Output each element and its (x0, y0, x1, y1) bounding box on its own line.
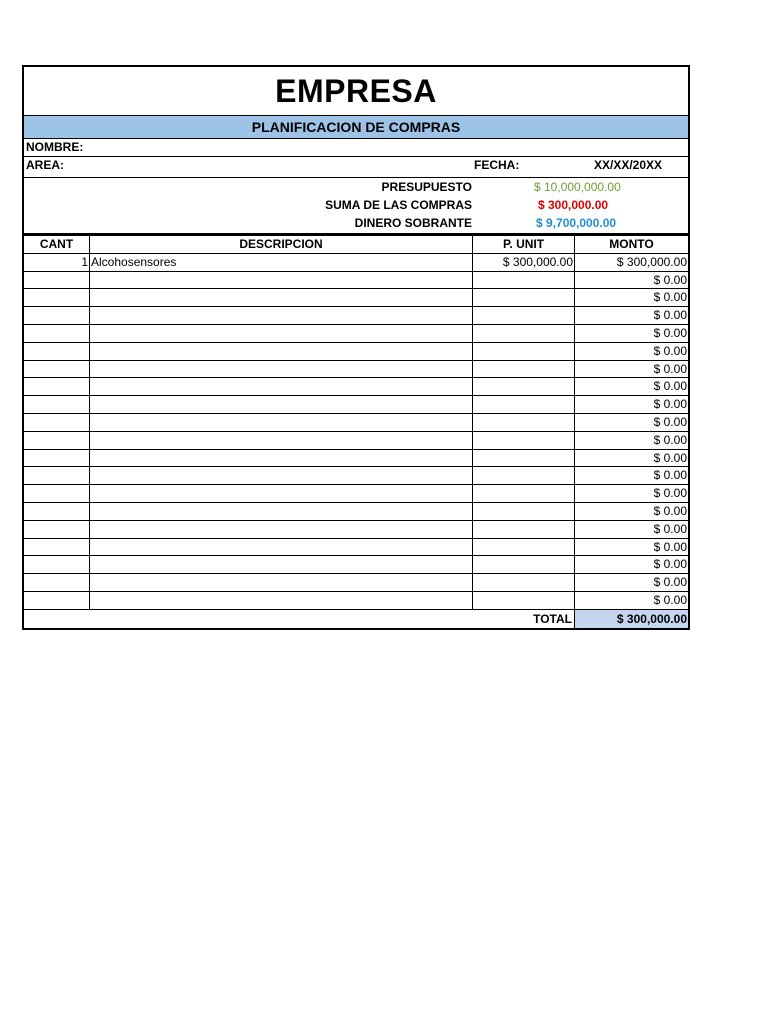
nombre-row[interactable] (24, 139, 688, 157)
table-row (24, 414, 688, 432)
table-row (24, 361, 688, 379)
area-row[interactable] (24, 157, 688, 174)
sobrante-label: DINERO SOBRANTE (354, 216, 472, 230)
presupuesto-label: PRESUPUESTO (381, 180, 472, 194)
p-unit-cell[interactable] (473, 574, 575, 591)
p-unit-cell[interactable] (473, 503, 575, 520)
cant-cell[interactable] (24, 503, 90, 520)
p-unit-cell[interactable] (473, 272, 575, 289)
table-row (24, 485, 688, 503)
table-row (24, 539, 688, 557)
total-label: TOTAL (24, 610, 575, 628)
descripcion-cell[interactable] (90, 343, 473, 360)
fecha-label: FECHA: (474, 158, 520, 172)
table-row (24, 503, 688, 521)
monto-cell[interactable]: $ 0.00 (653, 468, 687, 483)
presupuesto-row (24, 178, 688, 196)
p-unit-cell[interactable] (473, 396, 575, 413)
purchase-planning-sheet (22, 65, 690, 630)
descripcion-cell[interactable]: Alcohosensores (90, 254, 473, 271)
p-unit-cell[interactable] (473, 414, 575, 431)
table-row (24, 432, 688, 450)
table-row (24, 254, 688, 272)
suma-label: SUMA DE LAS COMPRAS (325, 198, 472, 212)
cant-cell[interactable] (24, 361, 90, 378)
monto-cell[interactable]: $ 300,000.00 (616, 254, 687, 269)
descripcion-cell[interactable] (90, 539, 473, 556)
sobrante-row (24, 214, 688, 232)
descripcion-cell[interactable] (90, 450, 473, 467)
area-label: AREA: (26, 158, 64, 172)
company-title: EMPRESA (24, 67, 688, 116)
total-value: $ 300,000.00 (575, 610, 688, 628)
monto-cell[interactable]: $ 0.00 (653, 325, 687, 340)
table-body (24, 254, 688, 609)
cant-cell[interactable] (24, 592, 90, 609)
cant-cell[interactable] (24, 272, 90, 289)
p-unit-cell[interactable] (473, 343, 575, 360)
cant-cell[interactable] (24, 325, 90, 342)
purchases-table (24, 234, 688, 609)
cant-cell[interactable]: 1 (24, 254, 90, 271)
p-unit-cell[interactable] (473, 467, 575, 484)
col-header-descripcion: DESCRIPCION (90, 236, 473, 253)
descripcion-cell[interactable] (90, 556, 473, 573)
cant-cell[interactable] (24, 556, 90, 573)
col-header-p-unit: P. UNIT (473, 236, 575, 253)
p-unit-cell[interactable] (473, 361, 575, 378)
p-unit-cell[interactable] (473, 521, 575, 538)
monto-cell[interactable]: $ 0.00 (653, 521, 687, 536)
descripcion-cell[interactable] (90, 396, 473, 413)
descripcion-cell[interactable] (90, 521, 473, 538)
descripcion-cell[interactable] (90, 361, 473, 378)
table-row (24, 307, 688, 325)
table-header-row (24, 236, 688, 254)
nombre-label: NOMBRE: (26, 140, 84, 154)
p-unit-cell[interactable] (473, 432, 575, 449)
cant-cell[interactable] (24, 343, 90, 360)
p-unit-cell[interactable] (473, 325, 575, 342)
p-unit-cell[interactable] (473, 592, 575, 609)
monto-cell[interactable]: $ 0.00 (653, 503, 687, 518)
cant-cell[interactable] (24, 414, 90, 431)
p-unit-cell[interactable] (473, 450, 575, 467)
monto-cell[interactable]: $ 0.00 (653, 397, 687, 412)
p-unit-cell[interactable] (473, 307, 575, 324)
table-row (24, 521, 688, 539)
presupuesto-value[interactable]: $ 10,000,000.00 (534, 180, 621, 194)
descripcion-cell[interactable] (90, 503, 473, 520)
cant-cell[interactable] (24, 378, 90, 395)
monto-cell[interactable]: $ 0.00 (653, 361, 687, 376)
monto-cell[interactable]: $ 0.00 (653, 308, 687, 323)
descripcion-cell[interactable] (90, 574, 473, 591)
monto-cell[interactable]: $ 0.00 (653, 450, 687, 465)
monto-cell[interactable]: $ 0.00 (653, 290, 687, 305)
monto-cell[interactable]: $ 0.00 (653, 414, 687, 429)
descripcion-cell[interactable] (90, 289, 473, 306)
monto-cell[interactable]: $ 0.00 (653, 539, 687, 554)
cant-cell[interactable] (24, 521, 90, 538)
table-row (24, 467, 688, 485)
table-row (24, 592, 688, 609)
monto-cell[interactable]: $ 0.00 (653, 486, 687, 501)
descripcion-cell[interactable] (90, 378, 473, 395)
monto-cell[interactable]: $ 0.00 (653, 557, 687, 572)
table-row (24, 343, 688, 361)
cant-cell[interactable] (24, 450, 90, 467)
table-row (24, 556, 688, 574)
cant-cell[interactable] (24, 539, 90, 556)
p-unit-cell[interactable] (473, 539, 575, 556)
descripcion-cell[interactable] (90, 467, 473, 484)
cant-cell[interactable] (24, 467, 90, 484)
sobrante-value: $ 9,700,000.00 (536, 216, 617, 230)
fecha-value[interactable]: XX/XX/20XX (594, 158, 663, 172)
p-unit-cell[interactable]: $ 300,000.00 (473, 254, 575, 271)
budget-summary (24, 177, 688, 234)
descripcion-cell[interactable] (90, 307, 473, 324)
table-row (24, 378, 688, 396)
cant-cell[interactable] (24, 485, 90, 502)
descripcion-cell[interactable] (90, 272, 473, 289)
monto-cell[interactable]: $ 0.00 (653, 575, 687, 590)
monto-cell[interactable]: $ 0.00 (653, 379, 687, 394)
descripcion-cell[interactable] (90, 414, 473, 431)
col-header-cant: CANT (24, 236, 90, 253)
table-row (24, 450, 688, 468)
monto-cell[interactable]: $ 0.00 (653, 272, 687, 287)
col-header-monto: MONTO (609, 237, 654, 251)
cant-cell[interactable] (24, 289, 90, 306)
p-unit-cell[interactable] (473, 378, 575, 395)
descripcion-cell[interactable] (90, 592, 473, 609)
table-row (24, 325, 688, 343)
suma-value: $ 300,000.00 (538, 198, 609, 212)
suma-row (24, 196, 688, 214)
cant-cell[interactable] (24, 307, 90, 324)
sheet-subtitle: PLANIFICACION DE COMPRAS (24, 116, 688, 139)
descripcion-cell[interactable] (90, 485, 473, 502)
monto-cell[interactable]: $ 0.00 (653, 343, 687, 358)
total-row (24, 609, 688, 628)
table-row (24, 574, 688, 592)
table-row (24, 289, 688, 307)
descripcion-cell[interactable] (90, 325, 473, 342)
cant-cell[interactable] (24, 574, 90, 591)
cant-cell[interactable] (24, 396, 90, 413)
cant-cell[interactable] (24, 432, 90, 449)
table-row (24, 272, 688, 290)
p-unit-cell[interactable] (473, 556, 575, 573)
p-unit-cell[interactable] (473, 289, 575, 306)
p-unit-cell[interactable] (473, 485, 575, 502)
descripcion-cell[interactable] (90, 432, 473, 449)
monto-cell[interactable]: $ 0.00 (653, 592, 687, 607)
table-row (24, 396, 688, 414)
monto-cell[interactable]: $ 0.00 (653, 432, 687, 447)
